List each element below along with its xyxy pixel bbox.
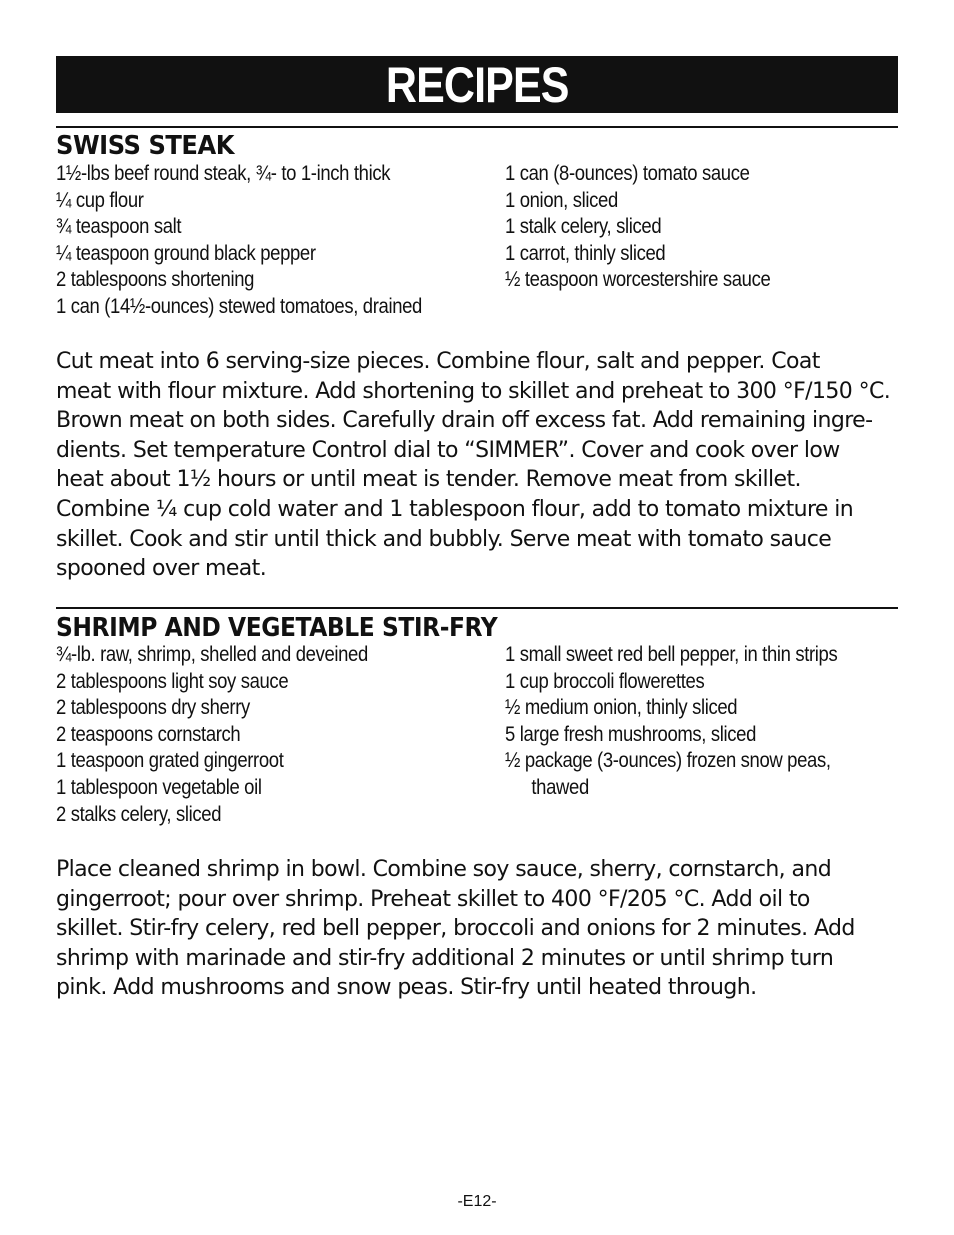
directions-line: Brown meat on both sides. Carefully drain off excess fat. Add remaining ingre- (56, 408, 873, 434)
directions-line: Combine ¼ cup cold water and 1 tablespoon flour, add to tomato mixture in (56, 496, 854, 522)
directions-line: meat with flour mixture. Add shortening to skillet and preheat to 300 °F/150 °C. (56, 378, 891, 404)
ingredient: 1 stalk celery, sliced (505, 215, 662, 239)
ingredient: 2 tablespoons light soy sauce (56, 669, 289, 693)
ingredient: 2 tablespoons dry sherry (56, 696, 250, 720)
ingredient: ½ medium onion, thinly sliced (505, 696, 738, 720)
directions-shrimp-stir-fry (56, 855, 898, 1003)
ingredient: ¼ teaspoon ground black pepper (56, 241, 316, 265)
directions-line: skillet. Stir-fry celery, red bell pepper, broccoli and onions for 2 minutes. Add (56, 916, 855, 942)
ingredient: 1 can (8-ounces) tomato sauce (505, 162, 750, 185)
directions-line: dients. Set temperature Control dial to “SIMMER”. Cover and cook over low (56, 437, 840, 463)
directions-line: Cut meat into 6 serving-size pieces. Combine flour, salt and pepper. Coat (56, 349, 820, 374)
section-divider (56, 126, 898, 128)
directions-line: heat about 1½ hours or until meat is tender. Remove meat from skillet. (56, 467, 801, 493)
ingredient: 2 stalks celery, sliced (56, 802, 222, 826)
ingredient: 1 can (14½-ounces) stewed tomatoes, drained (56, 294, 422, 318)
ingredient: ½ teaspoon worcestershire sauce (505, 268, 771, 292)
directions-line: spooned over meat. (56, 556, 267, 582)
directions-line: pink. Add mushrooms and snow peas. Stir-fry until heated through. (56, 975, 757, 1001)
ingredient: ½ package (3-ounces) frozen snow peas, (505, 749, 831, 773)
ingredients-right-swiss-steak (505, 161, 807, 294)
page-title: RECIPES (385, 56, 569, 113)
ingredient: 1 onion, sliced (505, 188, 618, 212)
ingredient-continuation: thawed (531, 775, 589, 799)
section-divider (56, 607, 898, 609)
ingredient: ¾-lb. raw, shrimp, shelled and deveined (56, 643, 368, 666)
ingredient: 1½-lbs beef round steak, ¾- to 1-inch thick (56, 162, 391, 185)
ingredient: ¼ cup flour (56, 188, 144, 212)
ingredients-right-shrimp-stir-fry (505, 642, 883, 802)
ingredients-left-shrimp-stir-fry (56, 642, 410, 828)
directions-line: shrimp with marinade and stir-fry additional 2 minutes or until shrimp turn (56, 945, 834, 971)
ingredient: 1 teaspoon grated gingerroot (56, 749, 284, 773)
ingredient: 1 small sweet red bell pepper, in thin strips (505, 643, 838, 666)
ingredient: 5 large fresh mushrooms, sliced (505, 722, 757, 746)
recipe-title-shrimp-stir-fry: SHRIMP AND VEGETABLE STIR-FRY (56, 613, 498, 643)
recipes-banner (56, 56, 898, 113)
ingredients-left-swiss-steak (56, 161, 472, 321)
directions-swiss-steak (56, 347, 898, 584)
recipe-title-swiss-steak: SWISS STEAK (56, 131, 235, 161)
ingredient: 2 tablespoons shortening (56, 268, 255, 292)
ingredient: ¾ teaspoon salt (56, 215, 182, 239)
ingredient: 1 cup broccoli flowerettes (505, 669, 705, 693)
directions-line: Place cleaned shrimp in bowl. Combine soy sauce, sherry, cornstarch, and (56, 857, 832, 882)
ingredient: 1 carrot, thinly sliced (505, 241, 666, 265)
directions-line: gingerroot; pour over shrimp. Preheat skillet to 400 °F/205 °C. Add oil to (56, 886, 810, 912)
ingredient: 1 tablespoon vegetable oil (56, 775, 262, 799)
ingredient: 2 teaspoons cornstarch (56, 722, 241, 746)
directions-line: skillet. Cook and stir until thick and bubbly. Serve meat with tomato sauce (56, 526, 832, 552)
page-number: -E12- (457, 1193, 497, 1210)
